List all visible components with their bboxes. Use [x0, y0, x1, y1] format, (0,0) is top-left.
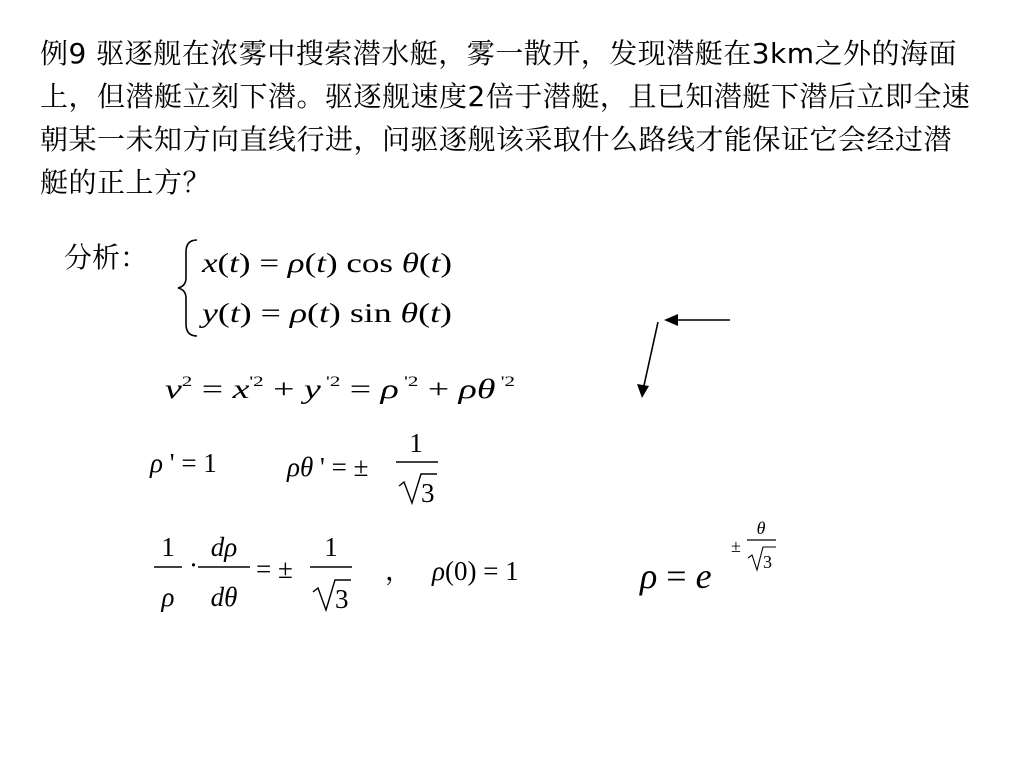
svg-text:dθ: dθ	[210, 582, 238, 612]
equation-x: x (t) = ρ (t) cos θ (t)	[202, 248, 450, 278]
svg-text:ρ: ρ	[161, 582, 175, 612]
svg-text:ρ = e: ρ = e	[640, 556, 712, 596]
rho-theta-prime-equation	[286, 428, 438, 508]
separator-comma: ，	[385, 556, 412, 586]
horizontal-arrowhead	[664, 314, 678, 326]
svg-text:3: 3	[763, 552, 772, 572]
svg-text:3: 3	[335, 584, 349, 614]
slanted-arrow-line	[643, 322, 658, 390]
svg-text:±: ±	[731, 536, 741, 556]
svg-text:= ±: = ±	[256, 554, 293, 584]
problem-statement: 例9 驱逐舰在浓雾中搜索潜水艇，雾一散开，发现潜艇在3km之外的海面上，但潜艇立刻下潜。驱逐舰速度2倍于潜艇，且已知潜艇下潜后立即全速朝某一未知方向直线行进，问驱逐舰该采取什么路线才能保证它会经过潜艇的正上方？	[40, 37, 971, 199]
rho-prime-equation: ρ ' = 1	[150, 448, 217, 478]
equation-system	[178, 240, 452, 336]
ode-equation	[154, 532, 352, 614]
svg-text:1: 1	[409, 428, 423, 458]
system-brace	[178, 240, 197, 336]
velocity-sketch	[637, 314, 730, 398]
analysis-label: 分析：	[64, 241, 149, 274]
svg-text:1: 1	[324, 532, 338, 562]
svg-text:ρθ ' = ±: ρθ ' = ±	[287, 452, 369, 482]
svg-text:1: 1	[161, 532, 175, 562]
initial-condition: ρ(0) = 1	[432, 556, 519, 586]
svg-text:3: 3	[421, 478, 435, 508]
solution-equation	[639, 518, 776, 596]
svg-text:·: ·	[189, 550, 198, 580]
equation-y: y ( t) = ρ ( t) sin θ ( t)	[202, 298, 450, 328]
svg-text:θ: θ	[756, 518, 766, 538]
svg-text:dρ: dρ	[210, 532, 238, 562]
speed-equation: v $^2$ = x $^{'2}$ + y $^{'2}$ = ρ $^{'2}$ + ρθ $^{'2}$	[165, 374, 510, 404]
slanted-arrowhead	[637, 384, 649, 398]
